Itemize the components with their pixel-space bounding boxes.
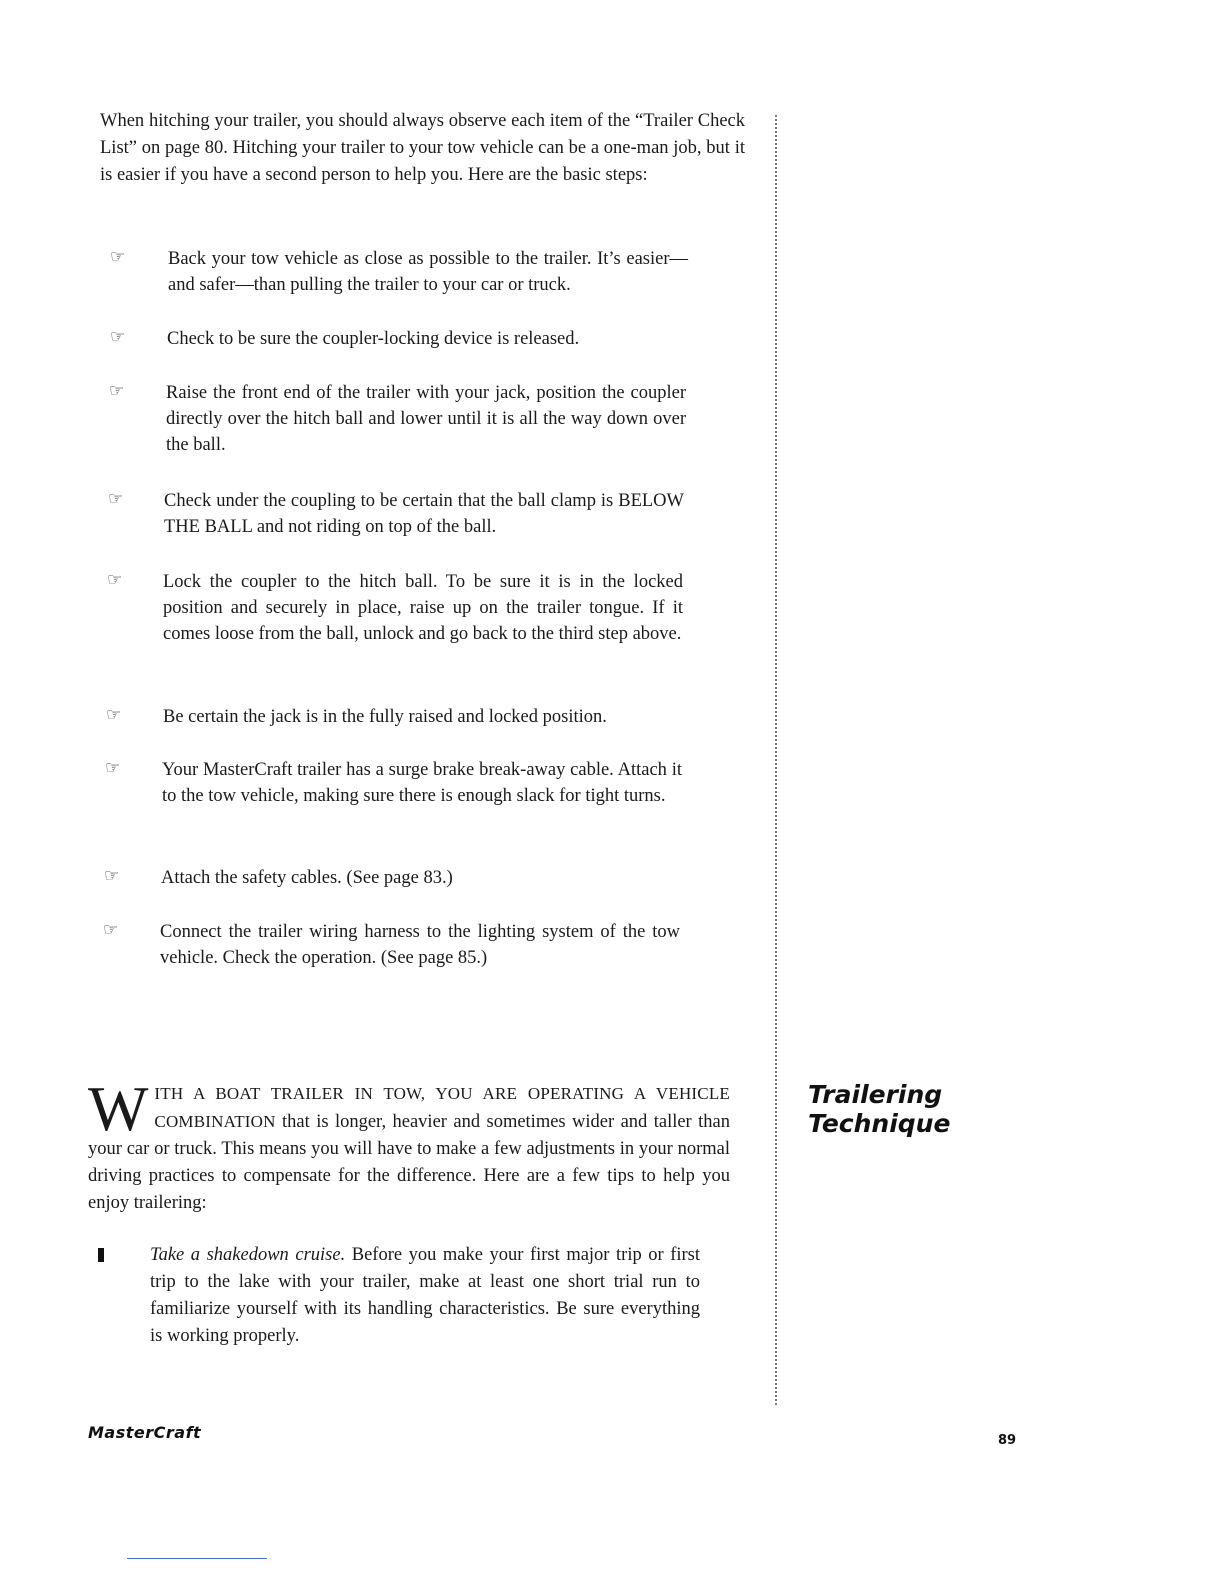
side-heading <box>808 1080 950 1138</box>
pointing-hand-icon: ☞ <box>107 570 123 590</box>
brand-logo: MasterCraft <box>88 1423 202 1442</box>
pointing-hand-icon: ☞ <box>105 758 121 778</box>
technique-body-text: that is longer, heavier and sometimes wider and taller than your car or truck. This means you will have to make a few adjustments in your normal driving practices to compensate for the difference. Here are a few tips to help you enjoy trailering: <box>88 1112 730 1213</box>
pointing-hand-icon: ☞ <box>110 327 126 347</box>
side-heading-line: Technique <box>808 1109 951 1138</box>
list-item: Attach the safety cables. (See page 83.) <box>161 868 453 888</box>
tip-title: Take a shakedown cruise. <box>150 1245 346 1265</box>
list-item: Lock the coupler to the hitch ball. To be sure it is in the locked position and securely in place, raise up on the trailer tongue. If it comes loose from the ball, unlock and go back to the third step above. <box>163 572 683 644</box>
column-divider <box>775 115 777 1405</box>
list-item: Back your tow vehicle as close as possible to the trailer. It’s easier—and safer—than pulling the trailer to your car or truck. <box>168 249 688 295</box>
bottom-rule <box>127 1558 267 1559</box>
intro-paragraph: When hitching your trailer, you should always observe each item of the “Trailer Check List” on page 80. Hitching your trailer to your tow vehicle can be a one-man job, but it is easier if you have a second person to help you. Here are the basic steps: <box>100 111 745 185</box>
pointing-hand-icon: ☞ <box>103 920 119 940</box>
tip-paragraph <box>150 1242 700 1350</box>
pointing-hand-icon: ☞ <box>106 705 122 725</box>
pointing-hand-icon: ☞ <box>110 247 126 267</box>
list-item: Raise the front end of the trailer with your jack, position the coupler directly over the hitch ball and lower until it is all the way down over the ball. <box>166 383 686 455</box>
list-item: Be certain the jack is in the fully raised and locked position. <box>163 707 607 727</box>
pointing-hand-icon: ☞ <box>104 866 120 886</box>
side-heading-line: Trailering <box>808 1080 943 1109</box>
pointing-hand-icon: ☞ <box>108 489 124 509</box>
list-item: Connect the trailer wiring harness to the lighting system of the tow vehicle. Check the operation. (See page 85.) <box>160 922 680 968</box>
tip-text: Before you make your first major trip or first trip to the lake with your trailer, make at least one short trial run to familiarize yourself with its handling characteristics. Be sure everything is working properly. <box>150 1245 700 1346</box>
bullet-icon <box>98 1248 104 1262</box>
pointing-hand-icon: ☞ <box>109 381 125 401</box>
list-item: Check to be sure the coupler-locking device is released. <box>167 329 580 349</box>
list-item: Check under the coupling to be certain that the ball clamp is BELOW THE BALL and not riding on top of the ball. <box>164 491 684 537</box>
page-number: 89 <box>998 1433 1017 1448</box>
drop-cap: W <box>88 1073 149 1144</box>
trailering-technique-paragraph <box>88 1073 730 1217</box>
lead-in-text: ITH A BOAT TRAILER IN TOW, YOU ARE OPERATING A VEHICLE COMBINATION <box>154 1084 730 1131</box>
list-item: Your MasterCraft trailer has a surge brake break-away cable. Attach it to the tow vehicle, making sure there is enough slack for tight turns. <box>162 760 682 806</box>
